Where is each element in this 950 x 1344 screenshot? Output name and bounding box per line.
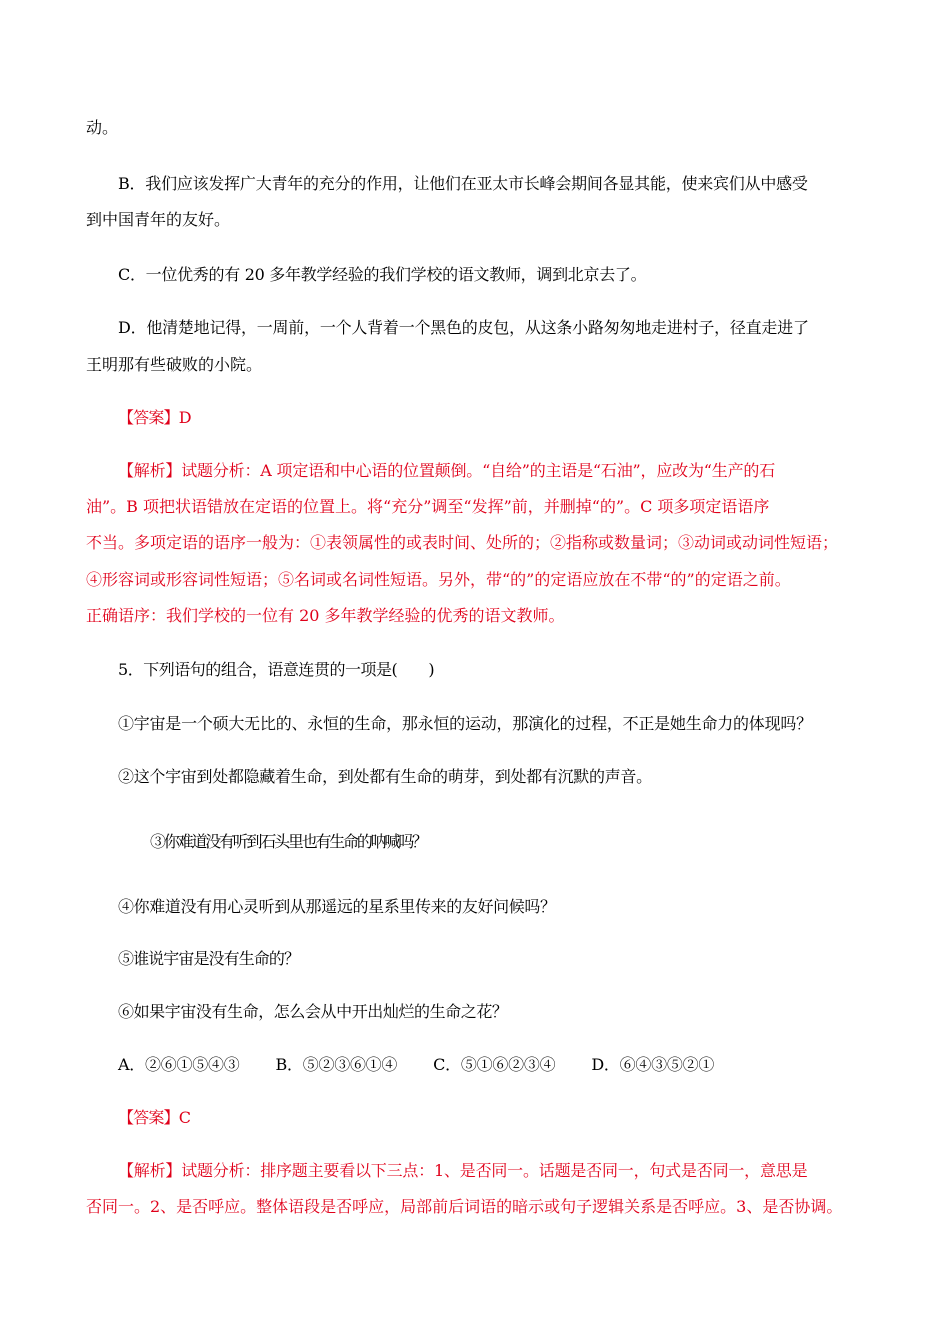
analysis-label: 【解析】 xyxy=(118,1161,182,1180)
q4-option-c: C．一位优秀的有 20 多年教学经验的我们学校的语文教师，调到北京去了。 xyxy=(118,265,647,284)
q4-option-d-line1: D．他清楚地记得，一周前，一个人背着一个黑色的皮包，从这条小路匆匆地走进村子，径直走进了 xyxy=(118,318,809,337)
q5-answer xyxy=(118,1108,898,1128)
q4-analysis-line1 xyxy=(118,461,898,481)
q5-sentence-4: ④你难道没有用心灵听到从那遥远的星系里传来的友好问候吗？ xyxy=(118,897,556,916)
analysis-label: 【解析】 xyxy=(118,461,182,480)
answer-label: 【答案】 xyxy=(118,408,179,427)
q4-option-b-line2: 到中国青年的友好。 xyxy=(86,210,231,229)
q5-stem: 5．下列语句的组合，语意连贯的一项是( ) xyxy=(118,660,435,679)
q5-option-b: B．⑤②③⑥①④ xyxy=(275,1055,398,1074)
analysis-text: 试题分析：排序题主要看以下三点：1、是否同一。话题是否同一，句式是否同一，意思是 xyxy=(181,1161,808,1180)
q4-analysis-line3: 不当。多项定语的语序一般为：①表领属性的或表时间、处所的；②指称或数量词；③动词或动词性短语； xyxy=(86,533,839,552)
q5-option-a: A．②⑥①⑤④③ xyxy=(118,1055,240,1074)
q5-analysis-line1 xyxy=(118,1161,898,1181)
q4-analysis-line2: 油”。B 项把状语错放在定语的位置上。将“充分”调至“发挥”前，并删掉“的”。C 项多项定语语序 xyxy=(86,497,770,516)
q4-option-d-line2: 王明那有些破败的小院。 xyxy=(86,355,263,374)
q5-options xyxy=(118,1055,898,1075)
q4-option-a-tail: 动。 xyxy=(86,118,119,137)
answer-value: D xyxy=(178,408,191,427)
q5-option-c: C．⑤①⑥②③④ xyxy=(433,1055,556,1074)
q5-sentence-2: ②这个宇宙到处都隐藏着生命，到处都有生命的萌芽，到处都有沉默的声音。 xyxy=(118,767,652,786)
q5-option-d: D．⑥④③⑤②① xyxy=(591,1055,715,1074)
answer-label: 【答案】 xyxy=(118,1108,179,1127)
analysis-text: 试题分析：A 项定语和中心语的位置颠倒。“自给”的主语是“石油”，应改为“生产的石 xyxy=(181,461,776,480)
q4-analysis-line5: 正确语序：我们学校的一位有 20 多年教学经验的优秀的语文教师。 xyxy=(86,606,565,625)
answer-value: C xyxy=(178,1108,191,1127)
q4-option-b-line1: B．我们应该发挥广大青年的充分的作用，让他们在亚太市长峰会期间各显其能，使来宾们从中感受 xyxy=(118,174,808,193)
q5-analysis-line2: 否同一。2、是否呼应。整体语段是否呼应，局部前后词语的暗示或句子逻辑关系是否呼应。3、是否协调。 xyxy=(86,1197,843,1216)
q5-sentence-5: ⑤谁说宇宙是没有生命的？ xyxy=(118,949,300,968)
q5-sentence-6: ⑥如果宇宙没有生命，怎么会从中开出灿烂的生命之花？ xyxy=(118,1002,508,1021)
q4-answer xyxy=(118,408,898,428)
q5-sentence-3: ③你难道没有听到石头里也有生命的呐喊吗？ xyxy=(150,832,426,851)
q4-analysis-line4: ④形容词或形容词性短语；⑤名词或名词性短语。另外，带“的”的定语应放在不带“的”的定语之前。 xyxy=(86,570,791,589)
q5-sentence-1: ①宇宙是一个硕大无比的、永恒的生命，那永恒的运动，那演化的过程，不正是她生命力的体现吗？ xyxy=(118,714,812,733)
